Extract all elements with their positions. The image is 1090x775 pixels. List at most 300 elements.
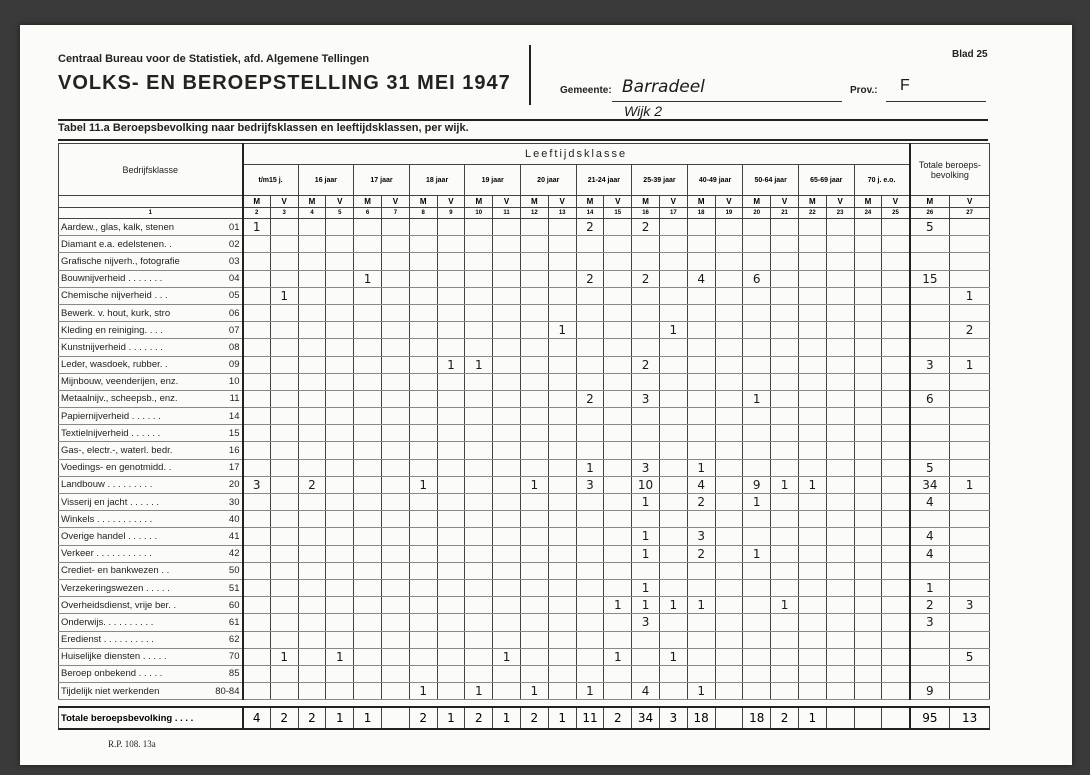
- table-cell: [298, 631, 326, 648]
- row-label-text: Voedings- en genotmidd. .: [61, 462, 172, 474]
- table-cell: [520, 287, 548, 304]
- table-cell: [576, 287, 604, 304]
- table-cell: 1: [465, 356, 493, 373]
- table-cell: [409, 648, 437, 665]
- table-cell: [882, 442, 910, 459]
- table-cell: [298, 494, 326, 511]
- column-number: 9: [437, 208, 465, 219]
- sex-header: M: [854, 196, 882, 208]
- table-cell: [687, 425, 715, 442]
- table-cell: [687, 665, 715, 682]
- table-row: [59, 390, 990, 407]
- table-cell: 2: [298, 476, 326, 493]
- table-cell: [298, 408, 326, 425]
- table-cell: [520, 356, 548, 373]
- table-row: [59, 322, 990, 339]
- table-cell: [715, 425, 743, 442]
- column-number: 1: [59, 208, 243, 219]
- table-cell: [743, 253, 771, 270]
- row-label-text: Diamant e.a. edelstenen. .: [61, 238, 172, 250]
- table-cell: [548, 270, 576, 287]
- table-cell: [465, 665, 493, 682]
- table-cell: [659, 562, 687, 579]
- table-cell: 2: [632, 356, 660, 373]
- table-cell: [826, 665, 854, 682]
- row-label: [59, 631, 243, 648]
- table-cell: [243, 614, 271, 631]
- table-cell: 3: [950, 597, 990, 614]
- table-cell: [409, 373, 437, 390]
- table-cell: [437, 665, 465, 682]
- table-cell: [381, 614, 409, 631]
- table-cell: [715, 408, 743, 425]
- table-cell: [493, 579, 521, 596]
- table-row: [59, 253, 990, 270]
- gemeente-value: Barradeel: [622, 77, 705, 97]
- table-cell: [604, 631, 632, 648]
- table-cell: [243, 408, 271, 425]
- table-cell: [632, 287, 660, 304]
- table-cell: 5: [910, 219, 950, 236]
- table-cell: [910, 665, 950, 682]
- table-cell: [882, 476, 910, 493]
- table-cell: [243, 597, 271, 614]
- row-label-text: Leder, wasdoek, rubber. .: [61, 359, 168, 371]
- row-code: 40: [228, 513, 240, 525]
- table-cell: [798, 648, 826, 665]
- total-cell: 13: [950, 707, 990, 729]
- table-cell: [576, 304, 604, 321]
- table-cell: 1: [950, 287, 990, 304]
- title-rule: [58, 119, 988, 121]
- sex-header: M: [576, 196, 604, 208]
- table-cell: [715, 665, 743, 682]
- table-cell: [576, 236, 604, 253]
- table-cell: [381, 373, 409, 390]
- total-label: Totale beroepsbevolking . . . .: [59, 707, 243, 729]
- table-cell: 1: [409, 476, 437, 493]
- table-cell: [826, 597, 854, 614]
- column-number: 22: [798, 208, 826, 219]
- table-cell: [326, 287, 354, 304]
- total-cell: [381, 707, 409, 729]
- table-cell: [548, 648, 576, 665]
- table-cell: [298, 528, 326, 545]
- table-cell: [270, 442, 298, 459]
- table-cell: [910, 425, 950, 442]
- table-cell: [326, 236, 354, 253]
- table-cell: [826, 562, 854, 579]
- table-cell: [659, 253, 687, 270]
- table-cell: 3: [687, 528, 715, 545]
- total-cell: 1: [493, 707, 521, 729]
- row-label: [59, 442, 243, 459]
- table-cell: [548, 597, 576, 614]
- table-cell: [520, 528, 548, 545]
- table-cell: [659, 579, 687, 596]
- table-cell: [882, 631, 910, 648]
- table-cell: [743, 287, 771, 304]
- table-cell: [950, 304, 990, 321]
- table-cell: [465, 631, 493, 648]
- table-cell: [243, 322, 271, 339]
- table-cell: [437, 579, 465, 596]
- table-cell: 1: [910, 579, 950, 596]
- column-number: 11: [493, 208, 521, 219]
- table-cell: [493, 545, 521, 562]
- column-number: 10: [465, 208, 493, 219]
- table-cell: [798, 390, 826, 407]
- table-cell: [548, 494, 576, 511]
- age-group-header: 65-69 jaar: [798, 165, 854, 196]
- table-cell: [243, 648, 271, 665]
- table-cell: [576, 597, 604, 614]
- table-cell: 15: [910, 270, 950, 287]
- table-cell: [798, 408, 826, 425]
- table-cell: [381, 597, 409, 614]
- table-cell: [771, 373, 799, 390]
- column-number: 25: [882, 208, 910, 219]
- table-row: [59, 425, 990, 442]
- table-cell: [882, 528, 910, 545]
- census-table: [58, 143, 990, 730]
- table-cell: [826, 494, 854, 511]
- table-cell: [437, 459, 465, 476]
- row-label-text: Visserij en jacht . . . . . .: [61, 496, 160, 508]
- sex-header: M: [632, 196, 660, 208]
- table-cell: [715, 339, 743, 356]
- table-cell: [715, 562, 743, 579]
- table-cell: [826, 219, 854, 236]
- table-cell: [465, 236, 493, 253]
- table-cell: [882, 579, 910, 596]
- table-cell: [687, 390, 715, 407]
- table-cell: [409, 339, 437, 356]
- table-cell: [326, 442, 354, 459]
- sex-header: V: [826, 196, 854, 208]
- table-cell: [243, 562, 271, 579]
- table-cell: [632, 322, 660, 339]
- table-cell: [298, 597, 326, 614]
- table-cell: [882, 339, 910, 356]
- table-cell: 1: [632, 494, 660, 511]
- table-cell: 1: [243, 219, 271, 236]
- table-cell: [950, 373, 990, 390]
- table-cell: [243, 356, 271, 373]
- table-cell: [715, 631, 743, 648]
- table-cell: [298, 287, 326, 304]
- table-cell: [854, 373, 882, 390]
- table-cell: [548, 408, 576, 425]
- sheet-number: Blad 25: [952, 49, 988, 60]
- table-cell: [381, 408, 409, 425]
- table-cell: [687, 322, 715, 339]
- table-cell: [326, 304, 354, 321]
- table-row: [59, 304, 990, 321]
- row-label: [59, 562, 243, 579]
- table-cell: [548, 442, 576, 459]
- table-cell: [298, 665, 326, 682]
- table-cell: [548, 373, 576, 390]
- table-cell: [437, 304, 465, 321]
- table-cell: 1: [743, 390, 771, 407]
- sex-header: V: [437, 196, 465, 208]
- table-cell: [743, 511, 771, 528]
- table-cell: [715, 579, 743, 596]
- table-cell: [882, 219, 910, 236]
- table-cell: [632, 511, 660, 528]
- table-row: [59, 339, 990, 356]
- table-cell: [548, 219, 576, 236]
- table-cell: 2: [576, 390, 604, 407]
- table-cell: [243, 270, 271, 287]
- table-cell: 4: [910, 545, 950, 562]
- table-cell: [826, 408, 854, 425]
- wijk-value: Wijk 2: [624, 103, 662, 119]
- table-cell: 1: [632, 528, 660, 545]
- row-label-text: Eredienst . . . . . . . . . .: [61, 634, 154, 646]
- table-cell: [243, 373, 271, 390]
- age-group-header: 50-64 jaar: [743, 165, 799, 196]
- table-cell: [270, 425, 298, 442]
- table-cell: [910, 287, 950, 304]
- table-cell: [354, 253, 382, 270]
- table-cell: [465, 373, 493, 390]
- table-cell: [715, 322, 743, 339]
- table-cell: [604, 579, 632, 596]
- table-cell: [520, 494, 548, 511]
- table-cell: [298, 683, 326, 700]
- table-row: [59, 665, 990, 682]
- table-cell: 2: [910, 597, 950, 614]
- table-cell: [381, 528, 409, 545]
- table-cell: [354, 322, 382, 339]
- table-cell: [354, 356, 382, 373]
- table-cell: [243, 425, 271, 442]
- row-label-text: Mijnbouw, veenderijen, enz.: [61, 376, 179, 388]
- age-group-header: 18 jaar: [409, 165, 465, 196]
- table-cell: [950, 253, 990, 270]
- table-row: [59, 562, 990, 579]
- table-cell: [548, 545, 576, 562]
- table-cell: [409, 614, 437, 631]
- table-row: [59, 648, 990, 665]
- header-divider: [529, 45, 531, 105]
- table-cell: [950, 425, 990, 442]
- table-cell: [326, 665, 354, 682]
- table-cell: [548, 511, 576, 528]
- table-cell: [743, 304, 771, 321]
- table-cell: [910, 562, 950, 579]
- table-cell: [659, 339, 687, 356]
- table-cell: [520, 253, 548, 270]
- table-cell: [854, 219, 882, 236]
- table-cell: [381, 476, 409, 493]
- total-cell: [715, 707, 743, 729]
- table-cell: [465, 545, 493, 562]
- total-cell: [826, 707, 854, 729]
- sex-header: V: [715, 196, 743, 208]
- age-group-header: t/m15 j.: [243, 165, 299, 196]
- table-cell: [243, 528, 271, 545]
- table-cell: [409, 270, 437, 287]
- table-cell: [950, 614, 990, 631]
- table-cell: [826, 322, 854, 339]
- table-cell: [409, 287, 437, 304]
- table-cell: [882, 665, 910, 682]
- row-label-text: Kleding en reiniging. . . .: [61, 324, 163, 336]
- table-cell: [659, 356, 687, 373]
- table-cell: [243, 631, 271, 648]
- table-cell: [798, 253, 826, 270]
- table-cell: [381, 442, 409, 459]
- table-cell: [604, 494, 632, 511]
- table-cell: [854, 390, 882, 407]
- table-cell: 2: [687, 545, 715, 562]
- table-cell: [950, 390, 990, 407]
- table-cell: [409, 253, 437, 270]
- sex-header: V: [659, 196, 687, 208]
- total-cell: 1: [437, 707, 465, 729]
- table-cell: [576, 562, 604, 579]
- row-label-text: Gas-, electr.-, waterl. bedr.: [61, 445, 173, 457]
- table-cell: [632, 648, 660, 665]
- table-cell: [437, 270, 465, 287]
- table-cell: [381, 665, 409, 682]
- table-cell: [576, 339, 604, 356]
- table-cell: [381, 648, 409, 665]
- table-cell: [326, 459, 354, 476]
- sex-header: M: [687, 196, 715, 208]
- table-cell: [659, 511, 687, 528]
- table-cell: [826, 442, 854, 459]
- row-label: [59, 339, 243, 356]
- table-cell: [604, 408, 632, 425]
- table-cell: [381, 270, 409, 287]
- table-cell: [381, 683, 409, 700]
- table-cell: [465, 494, 493, 511]
- table-cell: [715, 236, 743, 253]
- table-cell: [548, 476, 576, 493]
- table-cell: [687, 219, 715, 236]
- table-cell: [910, 442, 950, 459]
- table-cell: [354, 665, 382, 682]
- row-label: [59, 683, 243, 700]
- table-cell: [354, 408, 382, 425]
- table-cell: [771, 236, 799, 253]
- row-label-text: Beroep onbekend . . . . .: [61, 668, 163, 680]
- table-cell: 1: [520, 476, 548, 493]
- table-cell: [270, 253, 298, 270]
- table-cell: [576, 631, 604, 648]
- table-cell: [354, 631, 382, 648]
- row-code: 42: [228, 548, 240, 560]
- table-cell: [826, 683, 854, 700]
- table-cell: [465, 304, 493, 321]
- table-cell: [854, 476, 882, 493]
- table-cell: [354, 597, 382, 614]
- table-cell: [854, 494, 882, 511]
- table-cell: [715, 442, 743, 459]
- table-cell: [465, 390, 493, 407]
- table-cell: [576, 528, 604, 545]
- table-cell: [715, 253, 743, 270]
- total-cell: [854, 707, 882, 729]
- column-number: 3: [270, 208, 298, 219]
- row-label: [59, 579, 243, 596]
- total-cell: 2: [270, 707, 298, 729]
- table-cell: [465, 425, 493, 442]
- table-cell: [548, 528, 576, 545]
- table-cell: [437, 683, 465, 700]
- row-label: [59, 322, 243, 339]
- table-cell: [771, 425, 799, 442]
- total-cell: 18: [687, 707, 715, 729]
- table-cell: 1: [743, 494, 771, 511]
- row-label-text: Crediet- en bankwezen . .: [61, 565, 170, 577]
- table-cell: [826, 459, 854, 476]
- table-cell: [326, 253, 354, 270]
- table-cell: 4: [910, 494, 950, 511]
- table-cell: [243, 236, 271, 253]
- table-cell: [743, 631, 771, 648]
- table-cell: [854, 562, 882, 579]
- table-cell: [743, 683, 771, 700]
- row-code: 05: [228, 290, 240, 302]
- table-cell: [687, 614, 715, 631]
- row-label-text: Overheidsdienst, vrije ber. .: [61, 599, 177, 611]
- row-code: 03: [228, 255, 240, 267]
- table-cell: [854, 322, 882, 339]
- table-cell: [882, 390, 910, 407]
- total-row: [59, 707, 990, 729]
- table-cell: [826, 579, 854, 596]
- table-cell: [950, 442, 990, 459]
- table-cell: [576, 442, 604, 459]
- table-cell: [270, 236, 298, 253]
- row-code: 70: [228, 651, 240, 663]
- table-cell: [771, 631, 799, 648]
- table-cell: [326, 579, 354, 596]
- table-cell: [826, 236, 854, 253]
- table-cell: [298, 425, 326, 442]
- table-cell: [715, 545, 743, 562]
- table-cell: [950, 270, 990, 287]
- leeftijdsklasse-header: Leeftijdsklasse: [243, 144, 910, 165]
- table-cell: [298, 356, 326, 373]
- age-group-header: 16 jaar: [298, 165, 354, 196]
- table-cell: 1: [771, 597, 799, 614]
- table-cell: [715, 494, 743, 511]
- table-cell: [854, 511, 882, 528]
- total-cell: 1: [548, 707, 576, 729]
- sex-header: M: [910, 196, 950, 208]
- table-cell: [409, 408, 437, 425]
- table-cell: [520, 236, 548, 253]
- table-cell: [798, 356, 826, 373]
- table-cell: 3: [632, 614, 660, 631]
- table-cell: [465, 442, 493, 459]
- table-cell: [326, 683, 354, 700]
- table-cell: [659, 476, 687, 493]
- table-cell: [604, 665, 632, 682]
- table-cell: [381, 339, 409, 356]
- table-cell: [798, 631, 826, 648]
- table-cell: [659, 494, 687, 511]
- sex-header: M: [798, 196, 826, 208]
- column-number: 26: [910, 208, 950, 219]
- row-label: [59, 356, 243, 373]
